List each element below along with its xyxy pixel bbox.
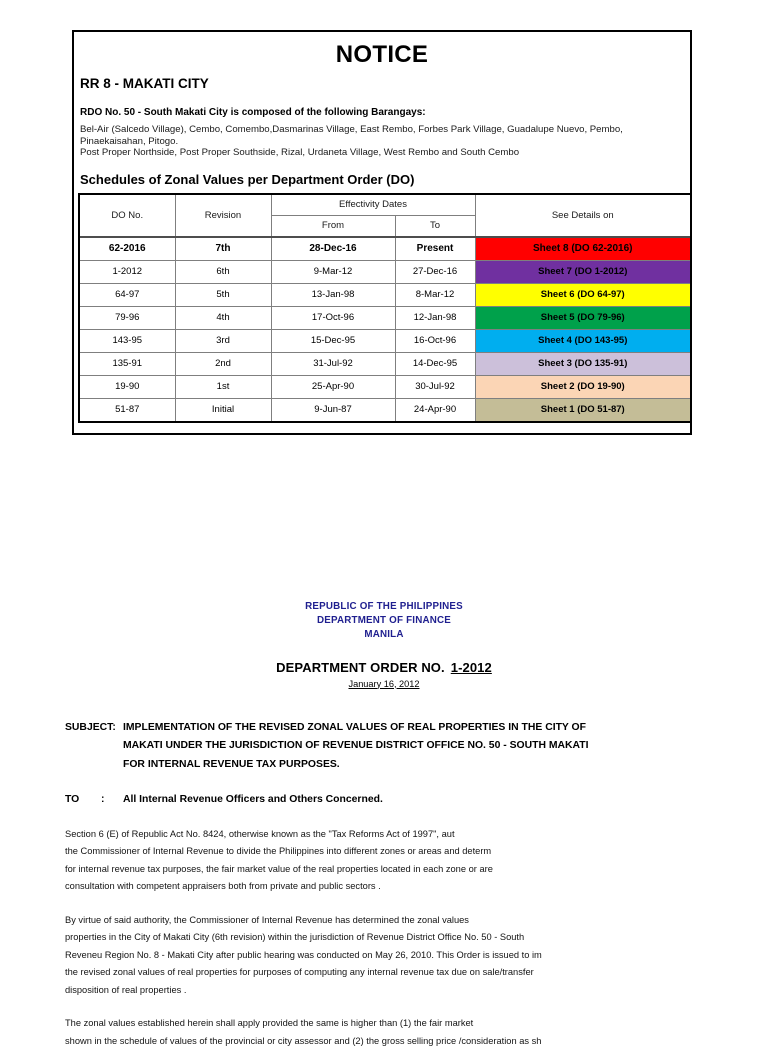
col-header-do-no: DO No. xyxy=(79,194,175,237)
col-header-effectivity-dates: Effectivity Dates xyxy=(271,194,475,216)
cell-to-date: 16-Oct-96 xyxy=(395,329,475,352)
cell-revision: 1st xyxy=(175,375,271,398)
cell-revision: 3rd xyxy=(175,329,271,352)
notice-title: NOTICE xyxy=(335,41,429,68)
cell-see-details-link: Sheet 3 (DO 135-91) xyxy=(475,352,691,375)
department-order-number-line xyxy=(0,660,768,675)
table-row xyxy=(79,283,691,306)
paragraph-line: shown in the schedule of values of the provincial or city assessor and (2) the gross selling price /consideration as sh xyxy=(65,1035,542,1046)
order-paragraph xyxy=(65,912,640,1000)
zonal-values-table xyxy=(78,193,692,423)
cell-revision: 7th xyxy=(175,237,271,261)
cell-from-date: 17-Oct-96 xyxy=(271,306,395,329)
col-header-revision: Revision xyxy=(175,194,271,237)
letterhead-line-manila: MANILA xyxy=(364,629,404,641)
table-row xyxy=(79,306,691,329)
cell-from-date: 9-Jun-87 xyxy=(271,398,395,422)
cell-do-no: 143-95 xyxy=(79,329,175,352)
cell-do-no: 51-87 xyxy=(79,398,175,422)
cell-to-date: 30-Jul-92 xyxy=(395,375,475,398)
cell-from-date: 15-Dec-95 xyxy=(271,329,395,352)
table-row xyxy=(79,260,691,283)
to-label: TO xyxy=(65,794,80,806)
cell-to-date: 12-Jan-98 xyxy=(395,306,475,329)
cell-see-details-link: Sheet 6 (DO 64-97) xyxy=(475,283,691,306)
department-order-label: DEPARTMENT ORDER NO. xyxy=(276,659,445,675)
to-value: All Internal Revenue Officers and Others Concerned. xyxy=(123,794,383,806)
order-body-paragraphs xyxy=(0,826,640,1050)
paragraph-line: the revised zonal values of real properties for purposes of computing any internal revenue tax due on sale/transfer xyxy=(65,967,534,978)
cell-revision: Initial xyxy=(175,398,271,422)
barangay-line-1: Bel-Air (Salcedo Village), Cembo, Comembo,Dasmarinas Village, East Rembo, Forbes Park Village, Guadalupe Nuevo, Pembo, xyxy=(80,124,623,135)
schedules-heading: Schedules of Zonal Values per Department Order (DO) xyxy=(80,171,415,187)
table-header-row-1 xyxy=(79,194,691,216)
table-header xyxy=(79,194,691,237)
subject-label: SUBJECT: xyxy=(65,721,116,733)
letterhead-line-department: DEPARTMENT OF FINANCE xyxy=(316,615,452,627)
cell-do-no: 64-97 xyxy=(79,283,175,306)
department-order-document xyxy=(0,600,768,1046)
paragraph-line: for internal revenue tax purposes, the fair market value of the real properties located in each zone or are xyxy=(65,863,493,874)
cell-from-date: 13-Jan-98 xyxy=(271,283,395,306)
cell-from-date: 25-Apr-90 xyxy=(271,375,395,398)
paragraph-line: Reveneu Region No. 8 - Makati City after public hearing was conducted on May 26, 2010. This Order is issued to im xyxy=(65,949,542,960)
cell-do-no: 135-91 xyxy=(79,352,175,375)
to-row xyxy=(65,791,708,810)
table-row xyxy=(79,352,691,375)
cell-revision: 4th xyxy=(175,306,271,329)
order-paragraph xyxy=(65,826,640,896)
cell-from-date: 9-Mar-12 xyxy=(271,260,395,283)
cell-to-date: 24-Apr-90 xyxy=(395,398,475,422)
cell-see-details-link: Sheet 1 (DO 51-87) xyxy=(475,398,691,422)
subject-row xyxy=(65,719,708,775)
department-order-date xyxy=(0,679,768,689)
paragraph-line: disposition of real properties . xyxy=(65,984,187,995)
paragraph-line: By virtue of said authority, the Commissioner of Internal Revenue has determined the zonal values xyxy=(65,914,469,925)
rdo-description-line: RDO No. 50 - South Makati City is composed of the following Barangays: xyxy=(80,107,426,118)
cell-see-details-link: Sheet 2 (DO 19-90) xyxy=(475,375,691,398)
letterhead-line-republic: REPUBLIC OF THE PHILIPPINES xyxy=(305,601,463,612)
paragraph-line: properties in the City of Makati City (6th revision) within the jurisdiction of Revenue District Office No. 50 - South xyxy=(65,932,525,943)
cell-do-no: 19-90 xyxy=(79,375,175,398)
cell-see-details-link: Sheet 7 (DO 1-2012) xyxy=(475,260,691,283)
subject-line-1: IMPLEMENTATION OF THE REVISED ZONAL VALUES OF REAL PROPERTIES IN THE CITY OF xyxy=(123,721,586,733)
barangay-list xyxy=(74,124,690,159)
table-row xyxy=(79,237,691,261)
table-row xyxy=(79,329,691,352)
paragraph-line: consultation with competent appraisers both from private and public sectors . xyxy=(65,881,381,892)
notice-box xyxy=(72,30,692,435)
paragraph-line: The zonal values established herein shall apply provided the same is higher than (1) the fair market xyxy=(65,1018,474,1029)
subject-line-2: MAKATI UNDER THE JURISDICTION OF REVENUE DISTRICT OFFICE NO. 50 - SOUTH MAKATI xyxy=(123,740,589,752)
cell-revision: 6th xyxy=(175,260,271,283)
col-header-see-details-on: See Details on xyxy=(475,194,691,237)
table-row xyxy=(79,375,691,398)
revenue-region-line: RR 8 - MAKATI CITY xyxy=(80,76,209,91)
department-order-number: 1-2012 xyxy=(450,659,492,675)
paragraph-line: the Commissioner of Internal Revenue to divide the Philippines into different zones or areas and determ xyxy=(65,846,492,857)
to-colon: : xyxy=(101,794,105,806)
department-order-date-value: January 16, 2012 xyxy=(348,678,420,689)
cell-to-date: 27-Dec-16 xyxy=(395,260,475,283)
subject-block xyxy=(0,719,768,810)
paragraph-line: Section 6 (E) of Republic Act No. 8424, otherwise known as the "Tax Reforms Act of 1997", aut xyxy=(65,828,455,839)
cell-do-no: 79-96 xyxy=(79,306,175,329)
cell-see-details-link: Sheet 5 (DO 79-96) xyxy=(475,306,691,329)
cell-see-details-link: Sheet 4 (DO 143-95) xyxy=(475,329,691,352)
dof-letterhead xyxy=(0,600,768,643)
barangay-line-3: Post Proper Northside, Post Proper Southside, Rizal, Urdaneta Village, West Rembo and South Cembo xyxy=(80,147,520,158)
cell-to-date: Present xyxy=(395,237,475,261)
cell-to-date: 8-Mar-12 xyxy=(395,283,475,306)
subject-text xyxy=(123,719,708,775)
table-row xyxy=(79,398,691,422)
col-header-from: From xyxy=(271,215,395,237)
cell-from-date: 28-Dec-16 xyxy=(271,237,395,261)
cell-see-details-link: Sheet 8 (DO 62-2016) xyxy=(475,237,691,261)
subject-line-3: FOR INTERNAL REVENUE TAX PURPOSES. xyxy=(123,758,340,770)
cell-from-date: 31-Jul-92 xyxy=(271,352,395,375)
cell-do-no: 1-2012 xyxy=(79,260,175,283)
table-body xyxy=(79,237,691,422)
zonal-values-table-wrapper xyxy=(74,193,690,423)
cell-revision: 2nd xyxy=(175,352,271,375)
col-header-to: To xyxy=(395,215,475,237)
barangay-line-2: Pinaekaisahan, Pitogo. xyxy=(80,135,179,147)
cell-do-no: 62-2016 xyxy=(79,237,175,261)
cell-to-date: 14-Dec-95 xyxy=(395,352,475,375)
order-paragraph xyxy=(65,1015,640,1050)
cell-revision: 5th xyxy=(175,283,271,306)
